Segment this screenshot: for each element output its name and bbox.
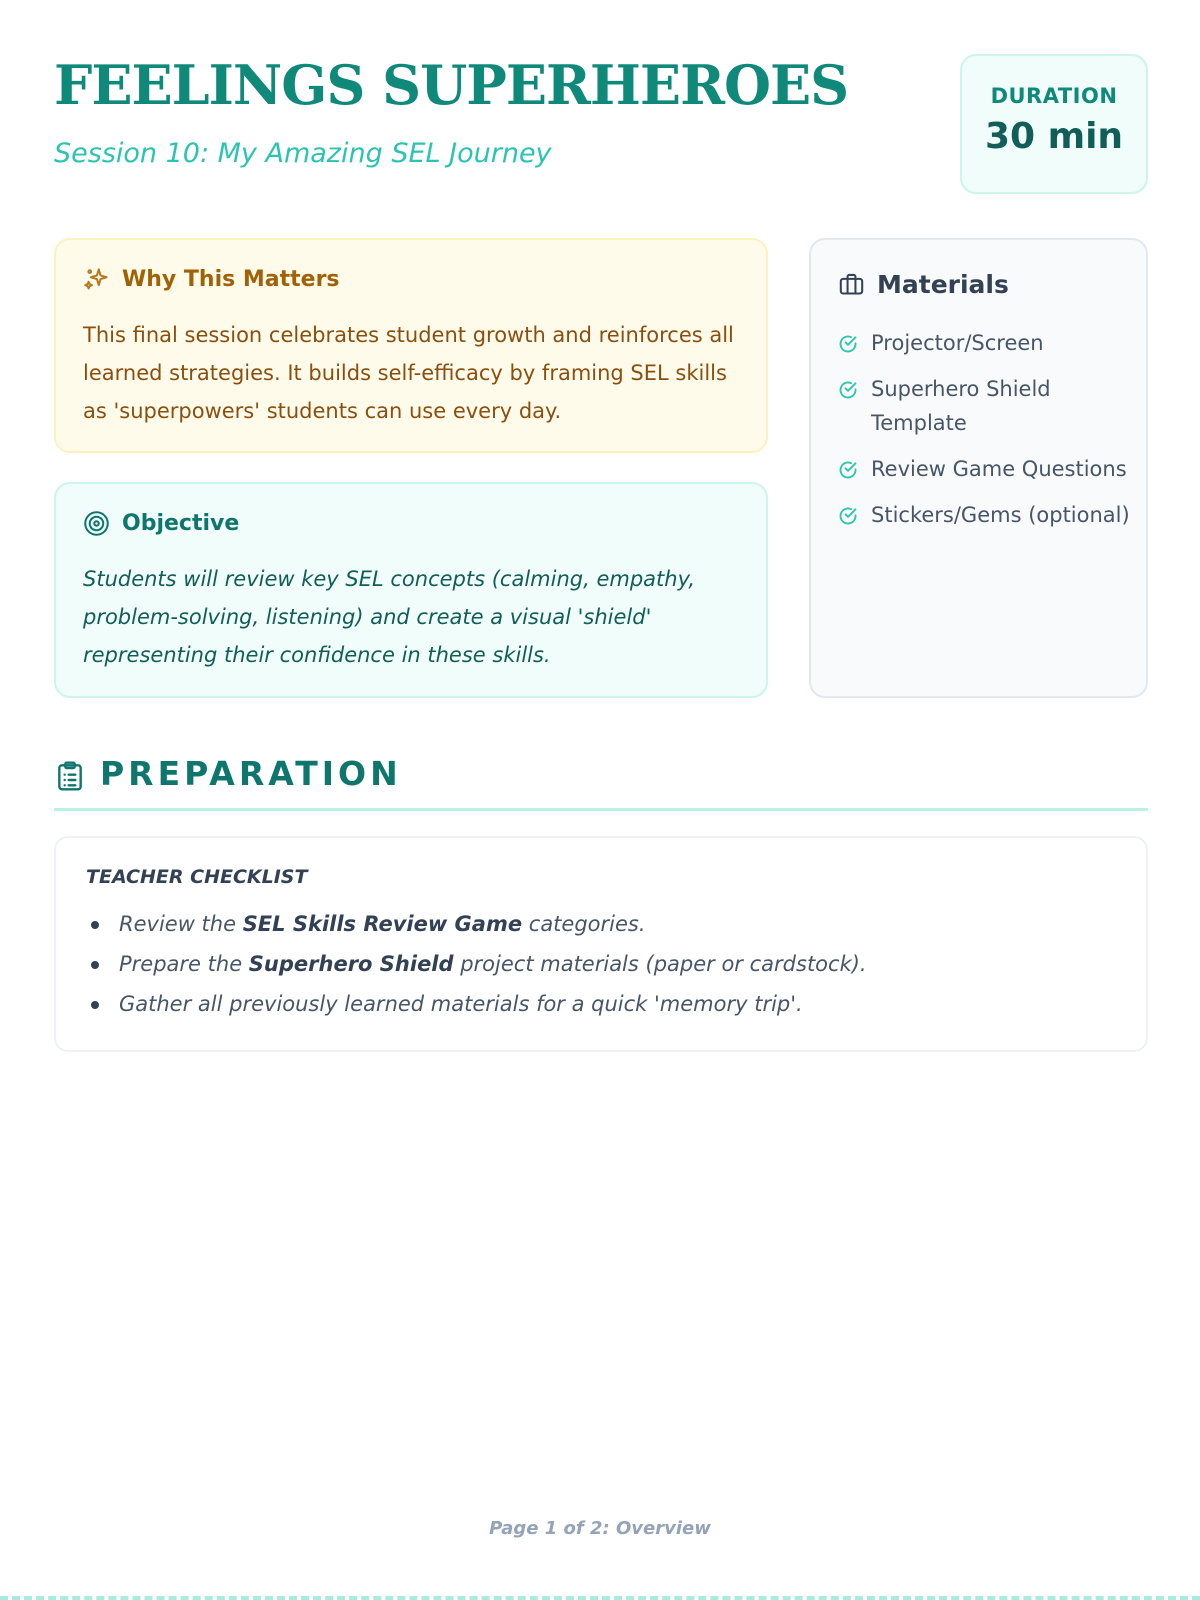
objective-card bbox=[54, 482, 768, 698]
teacher-checklist-card bbox=[54, 836, 1148, 1052]
preparation-section-header bbox=[54, 752, 1148, 811]
duration-label: DURATION bbox=[990, 84, 1118, 108]
objective-text: Students will review key SEL concepts (calming, empathy, problem-solving, listening) and create a visual 'shield' representing their confidence in these skills. bbox=[83, 567, 696, 667]
materials-list bbox=[838, 326, 1130, 544]
checklist-item-text: Review the bbox=[119, 912, 243, 936]
materials-item-label: Review Game Questions bbox=[871, 457, 1127, 481]
materials-item bbox=[838, 498, 1130, 532]
checklist-item-emphasis: Superhero Shield bbox=[248, 952, 454, 976]
why-this-matters-header bbox=[83, 266, 340, 293]
briefcase-icon bbox=[838, 271, 865, 298]
materials-item-label: Stickers/Gems (optional) bbox=[871, 503, 1130, 527]
checklist-item-emphasis: SEL Skills Review Game bbox=[242, 912, 523, 936]
checklist-item-text: project materials (paper or cardstock). bbox=[453, 952, 867, 976]
checklist-item bbox=[86, 984, 867, 1024]
target-icon bbox=[83, 510, 110, 537]
materials-header bbox=[838, 270, 1009, 299]
checklist-item-text: Prepare the bbox=[119, 952, 249, 976]
teacher-checklist-title: TEACHER CHECKLIST bbox=[86, 866, 308, 888]
why-this-matters-title: Why This Matters bbox=[122, 267, 340, 292]
materials-card bbox=[809, 238, 1148, 698]
sparkles-icon bbox=[83, 266, 110, 293]
checklist-item bbox=[86, 904, 867, 944]
materials-title: Materials bbox=[877, 270, 1009, 299]
checklist-item-text: Gather all previously learned materials for a quick 'memory trip'. bbox=[119, 992, 803, 1016]
session-subtitle: Session 10: My Amazing SEL Journey bbox=[54, 138, 552, 169]
check-circle-icon bbox=[838, 460, 858, 480]
objective-title: Objective bbox=[122, 511, 240, 536]
preparation-title: PREPARATION bbox=[100, 754, 402, 793]
objective-header bbox=[83, 510, 239, 537]
checklist-item-text: categories. bbox=[522, 912, 646, 936]
why-this-matters-card bbox=[54, 238, 768, 453]
check-circle-icon bbox=[838, 506, 858, 526]
page-header bbox=[54, 52, 1148, 197]
check-circle-icon bbox=[838, 380, 858, 400]
teacher-checklist bbox=[86, 904, 867, 1024]
duration-badge bbox=[960, 54, 1148, 194]
clipboard-list-icon bbox=[54, 758, 86, 794]
materials-item-label: Superhero Shield Template bbox=[871, 377, 1051, 435]
materials-item bbox=[838, 326, 1130, 360]
materials-item-label: Projector/Screen bbox=[871, 331, 1044, 355]
page-title: FEELINGS SUPERHEROES bbox=[54, 53, 849, 117]
materials-item bbox=[838, 372, 1130, 440]
checklist-item bbox=[86, 944, 867, 984]
check-circle-icon bbox=[838, 334, 858, 354]
footer-dashed-border bbox=[0, 1596, 1200, 1600]
why-this-matters-text: This final session celebrates student growth and reinforces all learned strategies. It builds self-efficacy by framing SEL skills as 'superpowers' students can use every day. bbox=[83, 323, 734, 423]
page-number: Page 1 of 2: Overview bbox=[489, 1518, 711, 1539]
materials-item bbox=[838, 452, 1130, 486]
duration-value: 30 min bbox=[984, 116, 1124, 157]
